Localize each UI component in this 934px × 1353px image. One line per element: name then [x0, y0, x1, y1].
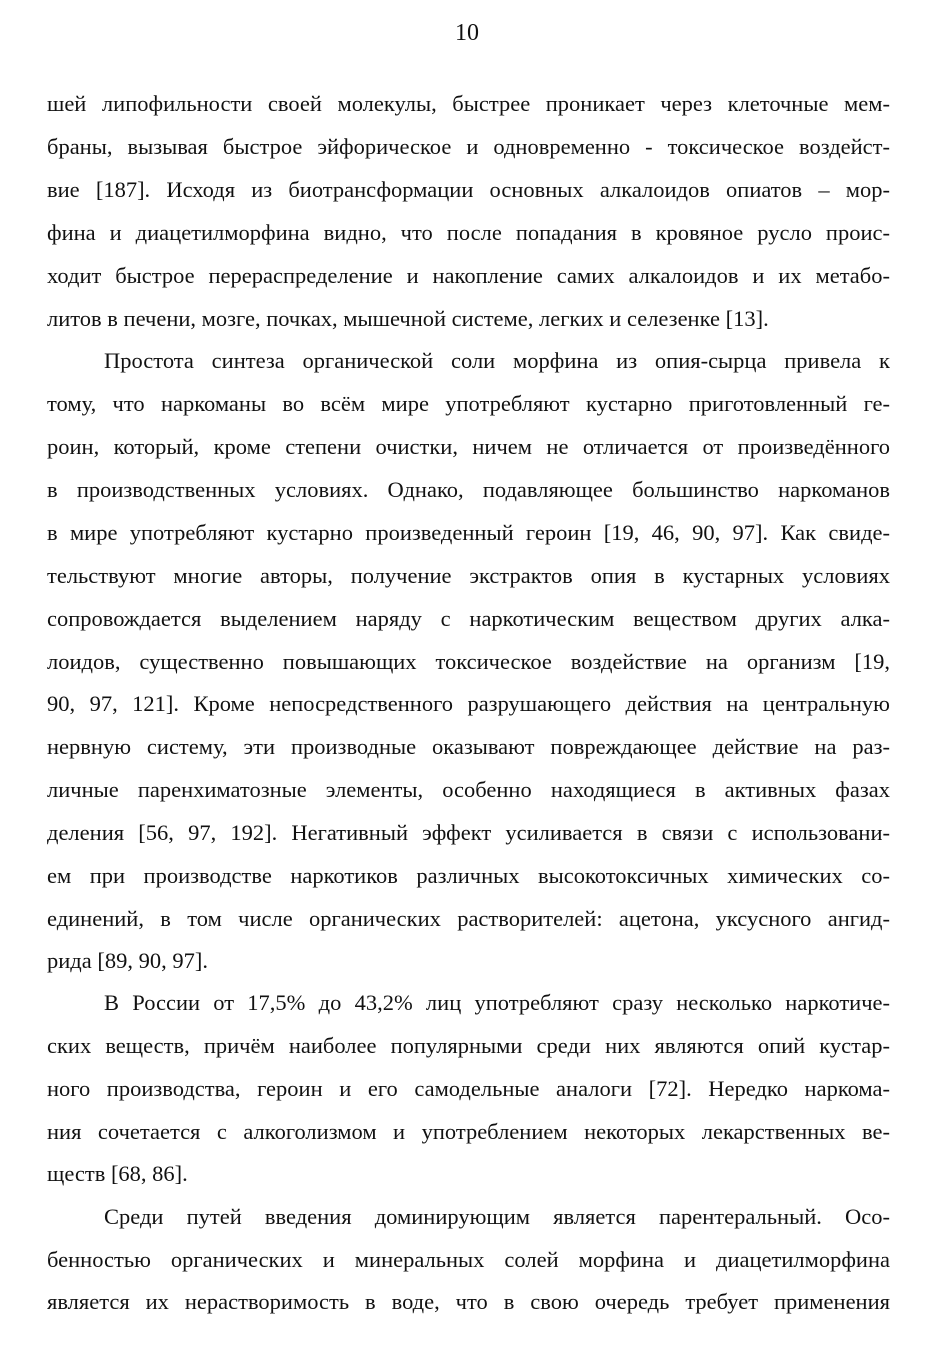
- text-line: нервную систему, эти производные оказывают повреждающее действие на раз-: [47, 734, 890, 759]
- text-line: Простота синтеза органической соли морфина из опия-сырца привела к: [104, 348, 890, 373]
- text-line: лоидов, существенно повышающих токсическое воздействие на организм [19,: [47, 649, 890, 674]
- text-line: в производственных условиях. Однако, подавляющее большинство наркоманов: [47, 477, 890, 502]
- page-number: 10: [455, 20, 479, 46]
- text-line: ществ [68, 86].: [47, 1161, 188, 1186]
- text-line: 90, 97, 121]. Кроме непосредственного разрушающего действия на центральную: [47, 691, 890, 716]
- text-line: вие [187]. Исходя из биотрансформации основных алкалоидов опиатов – мор-: [47, 177, 890, 202]
- text-line: тельствуют многие авторы, получение экстрактов опия в кустарных условиях: [47, 563, 890, 588]
- text-line: личные паренхиматозные элементы, особенно находящиеся в активных фазах: [47, 777, 890, 802]
- text-line: браны, вызывая быстрое эйфорическое и одновременно - токсическое воздейст-: [47, 134, 890, 159]
- text-line: является их нерастворимость в воде, что в свою очередь требует применения: [47, 1289, 890, 1314]
- text-line: тому, что наркоманы во всём мире употребляют кустарно приготовленный ге-: [47, 391, 890, 416]
- text-line: ходит быстрое перераспределение и накопление самих алкалоидов и их метабо-: [47, 263, 890, 288]
- text-line: фина и диацетилморфина видно, что после попадания в кровяное русло проис-: [47, 220, 890, 245]
- text-line: Среди путей введения доминирующим является парентеральный. Осо-: [104, 1204, 890, 1229]
- text-line: рида [89, 90, 97].: [47, 948, 208, 973]
- text-line: шей липофильности своей молекулы, быстрее проникает через клеточные мем-: [47, 91, 890, 116]
- text-line: ем при производстве наркотиков различных высокотоксичных химических со-: [47, 863, 890, 888]
- text-line: литов в печени, мозге, почках, мышечной системе, легких и селезенке [13].: [47, 306, 769, 331]
- text-line: ного производства, героин и его самодельные аналоги [72]. Нередко наркома-: [47, 1076, 890, 1101]
- text-line: единений, в том числе органических растворителей: ацетона, уксусного ангид-: [47, 906, 890, 931]
- text-line: ских веществ, причём наиболее популярными среди них являются опий кустар-: [47, 1033, 890, 1058]
- text-line: бенностью органических и минеральных солей морфина и диацетилморфина: [47, 1247, 890, 1272]
- text-line: сопровождается выделением наряду с наркотическим веществом других алка-: [47, 606, 890, 631]
- text-line: ния сочетается с алкоголизмом и употреблением некоторых лекарственных ве-: [47, 1119, 890, 1144]
- text-line: деления [56, 97, 192]. Негативный эффект усиливается в связи с использовани-: [47, 820, 890, 845]
- text-line: В России от 17,5% до 43,2% лиц употребляют сразу несколько наркотиче-: [104, 990, 890, 1015]
- text-line: роин, который, кроме степени очистки, ничем не отличается от произведённого: [47, 434, 890, 459]
- text-line: в мире употребляют кустарно произведенный героин [19, 46, 90, 97]. Как свиде-: [47, 520, 890, 545]
